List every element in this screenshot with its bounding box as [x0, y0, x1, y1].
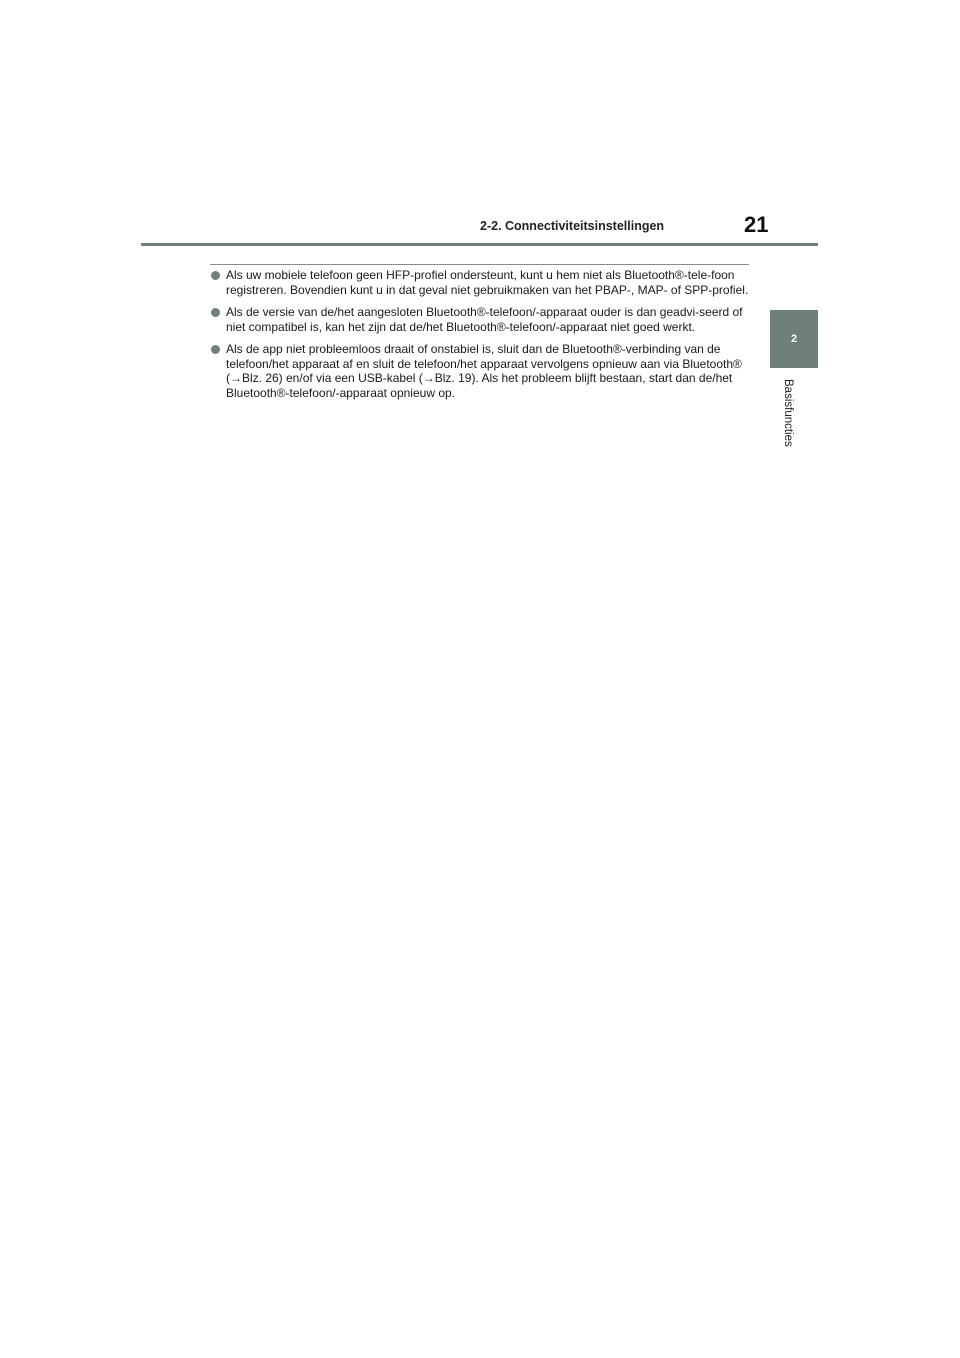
chapter-label: Basisfuncties [782, 379, 794, 447]
circle-bullet-icon [211, 308, 220, 317]
note-item [211, 305, 751, 334]
note-text: Als de versie van de/het aangesloten Bluetooth®-telefoon/-apparaat ouder is dan geadvi-seerd of niet compatibel is, kan het zijn dat de/het Bluetooth®-telefoon/-apparaat niet goed werkt. [226, 305, 743, 334]
page-number: 21 [744, 212, 769, 237]
note-item [211, 268, 751, 297]
chapter-number: 2 [790, 333, 798, 345]
section-title: 2-2. Connectiviteitsinstellingen [480, 219, 665, 233]
circle-bullet-icon [211, 345, 220, 354]
chapter-tab [770, 310, 818, 368]
header-divider [141, 243, 818, 246]
note-text: Als uw mobiele telefoon geen HFP-profiel ondersteunt, kunt u hem niet als Bluetooth®-tele-foon registreren. Bovendien kunt u in dat geval niet gebruikmaken van het PBAP-, MAP- of SPP-profiel. [226, 268, 749, 297]
circle-bullet-icon [211, 271, 220, 280]
note-item [211, 342, 751, 400]
notes-list [211, 268, 751, 408]
content-divider [210, 264, 749, 265]
note-text: Als de app niet probleemloos draait of onstabiel is, sluit dan de Bluetooth®-verbinding van de telefoon/het apparaat af en sluit de telefoon/het apparaat vervolgens opnieuw aan via Bluetooth® (→Blz. 26) en/of via een USB-kabel (→Blz. 19). Als het probleem blijft bestaan, start dan de/het Bluetooth®-telefoon/-apparaat opnieuw op. [226, 342, 742, 400]
